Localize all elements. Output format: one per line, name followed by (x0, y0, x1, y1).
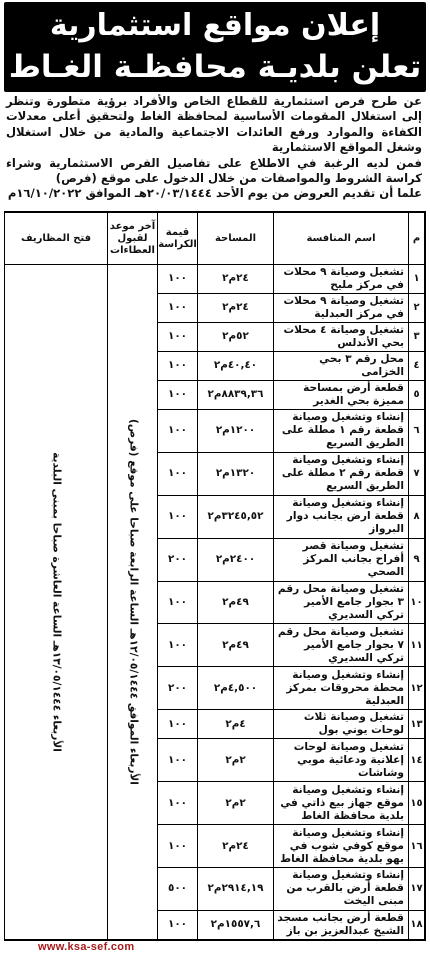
row-name: تشغيل وصيانة ثلاث لوحات يوني بول (274, 710, 409, 739)
row-area: ١٥٥٧,٦م٢ (198, 910, 274, 939)
row-name: تشغيل وصيانة ٩ محلات في مركز العبدلية (274, 293, 409, 322)
row-number: ١٣ (409, 710, 425, 739)
intro-paragraph-2: فمن لديه الرغبة في الاطلاع على تفاصيل الفرص الاستثمارية وشراء كراسة الشروط والمواصفات من خلال الدخول على موقع (فرص) (6, 155, 422, 186)
row-price: ١٠٠ (158, 380, 198, 409)
row-price: ١٠٠ (158, 265, 198, 294)
row-area: ٢٩١٤,١٩م٢ (198, 868, 274, 911)
row-name: إنشاء وتشغيل وصيانة قطعة أرض بالقرب من مبنى اليخت (274, 868, 409, 911)
row-area: ١٢٠٠م٢ (198, 409, 274, 452)
row-number: ١٧ (409, 868, 425, 911)
row-name: إنشاء وتشغيل وصيانة محطة محروقات بمركز العبدلية (274, 667, 409, 710)
row-name: تشغيل وصيانة محل رقم ٣ بجوار جامع الأمير تركي السديري (274, 581, 409, 624)
row-name: تشغيل وصيانة ٩ محلات في مركز مليح (274, 265, 409, 294)
row-number: ٣ (409, 322, 425, 351)
header-opening: فتح المظاريف (5, 213, 108, 265)
row-name: محل رقم ٣ بحي الخزامى (274, 351, 409, 380)
intro-text (6, 94, 422, 204)
row-price: ١٠٠ (158, 910, 198, 939)
row-number: ٧ (409, 452, 425, 495)
row-price: ١٠٠ (158, 409, 198, 452)
row-number: ١٠ (409, 581, 425, 624)
row-number: ١٢ (409, 667, 425, 710)
row-name: تشغيل وصيانة محل رقم ٧ بجوار جامع الأمير تركي السديري (274, 624, 409, 667)
row-area: ٤٩م٢ (198, 581, 274, 624)
row-number: ٢ (409, 293, 425, 322)
row-area: ٢م٢ (198, 739, 274, 782)
row-area: ٤٠,٤٠م٢ (198, 351, 274, 380)
header-area: المساحة (198, 213, 274, 265)
row-number: ١٨ (409, 910, 425, 939)
row-name: تشغيل وصيانة قصر أفراح بجانب المركز الصحي (274, 538, 409, 581)
row-number: ١١ (409, 624, 425, 667)
row-name: إنشاء وتشغيل وصيانة موقع كوفي شوب في بهو بلدية محافظة الغاط (274, 825, 409, 868)
headline-subtitle: تعلن بلديـة محافظـة الغـاط (8, 49, 422, 85)
table-row (5, 265, 425, 294)
row-price: ١٠٠ (158, 293, 198, 322)
row-price: ١٠٠ (158, 624, 198, 667)
row-number: ٨ (409, 495, 425, 538)
row-area: ٥٢م٢ (198, 322, 274, 351)
row-number: ٥ (409, 380, 425, 409)
row-area: ٢٤م٢ (198, 265, 274, 294)
header-name: اسم المنافسة (274, 213, 409, 265)
table-header-row (5, 213, 425, 265)
row-price: ١٠٠ (158, 351, 198, 380)
row-price: ١٠٠ (158, 581, 198, 624)
row-number: ١ (409, 265, 425, 294)
row-area: ٢٤٠٠م٢ (198, 538, 274, 581)
row-price: ٥٠٠ (158, 868, 198, 911)
row-name: تشغيل وصيانة ٤ محلات بحي الأندلس (274, 322, 409, 351)
watermark-url: www.ksa-sef.com (38, 941, 135, 953)
row-area: ١٣٢٠م٢ (198, 452, 274, 495)
row-name: إنشاء وتشغيل وصيانة قطعة رقم ١ مطلة على الطريق السريع (274, 409, 409, 452)
row-name: إنشاء وتشغيل وصيانة موقع جهاز بيع ذاتي في بلدية محافظة الغاط (274, 782, 409, 825)
row-area: ٢٤م٢ (198, 825, 274, 868)
row-name: إنشاء وتشغيل وصيانة قطعة رقم ٢ مطلة على الطريق السريع (274, 452, 409, 495)
header-price: قيمة الكراسة (158, 213, 198, 265)
row-area: ٨٨٣٩,٣٦م٢ (198, 380, 274, 409)
deadline-text: الأربعاء الموافق ١٢/٠٥/١٤٤٤هـ الساعة الرابعة صباحا على موقع (فرص) (127, 419, 139, 785)
row-price: ١٠٠ (158, 739, 198, 782)
row-area: ٤٩م٢ (198, 624, 274, 667)
row-price: ١٠٠ (158, 322, 198, 351)
row-price: ١٠٠ (158, 452, 198, 495)
row-price: ٢٠٠ (158, 538, 198, 581)
row-number: ١٤ (409, 739, 425, 782)
deadline-cell (108, 265, 158, 940)
intro-paragraph-3: علما أن تقديم العروض من يوم الأحد ٢٠/٠٣/١٤٤٤هـ الموافق ١٦/١٠/٢٠٢٢م (7, 186, 422, 201)
row-area: ٢٤م٢ (198, 293, 274, 322)
header-banner (4, 2, 426, 92)
row-name: قطعة أرض بجانب مسجد الشيخ عبدالعزيز بن باز (274, 910, 409, 939)
opportunities-table (4, 211, 426, 941)
row-number: ١٦ (409, 825, 425, 868)
row-number: ١٥ (409, 782, 425, 825)
row-name: قطعة أرض بمساحة مميزة بحي الغدير (274, 380, 409, 409)
row-price: ١٠٠ (158, 495, 198, 538)
row-price: ١٠٠ (158, 825, 198, 868)
header-deadline: آخر موعد لقبول العطاءات (108, 213, 158, 265)
intro-paragraph-1: عن طرح فرص استثمارية للقطاع الخاص والأفراد برؤية متطورة وتنظر إلى استغلال المقومات الأساسية لمحافظة الغاط ولتحقيق أعلى معدلات الكفاءة والموارد ورفع العائدات الاجتماعية والمادية من خلال استغلال وشغل المواقع الاستثمارية (6, 94, 422, 155)
header-num: م (409, 213, 425, 265)
row-price: ١٠٠ (158, 710, 198, 739)
row-price: ٢٠٠ (158, 667, 198, 710)
row-area: ٣٢٤٥,٥٢م٢ (198, 495, 274, 538)
row-area: ٢م٢ (198, 782, 274, 825)
row-area: ٤,٥٠٠م٢ (198, 667, 274, 710)
opening-text: الأربعاء ١٣/٠٥/١٤٤٤هـ الساعة العاشرة صباحا بمبنى البلدية (50, 452, 63, 752)
row-name: إنشاء وتشغيل وصيانة قطعة ارض بجانب دوار البرواز (274, 495, 409, 538)
row-number: ٩ (409, 538, 425, 581)
row-price: ١٠٠ (158, 782, 198, 825)
row-number: ٤ (409, 351, 425, 380)
row-number: ٦ (409, 409, 425, 452)
row-area: ٤م٢ (198, 710, 274, 739)
opening-cell (5, 265, 108, 940)
row-name: تشغيل وصيانة لوحات إعلانية ودعائية موبي وشاشات (274, 739, 409, 782)
headline-title: إعلان مواقع استثمارية (49, 8, 381, 43)
